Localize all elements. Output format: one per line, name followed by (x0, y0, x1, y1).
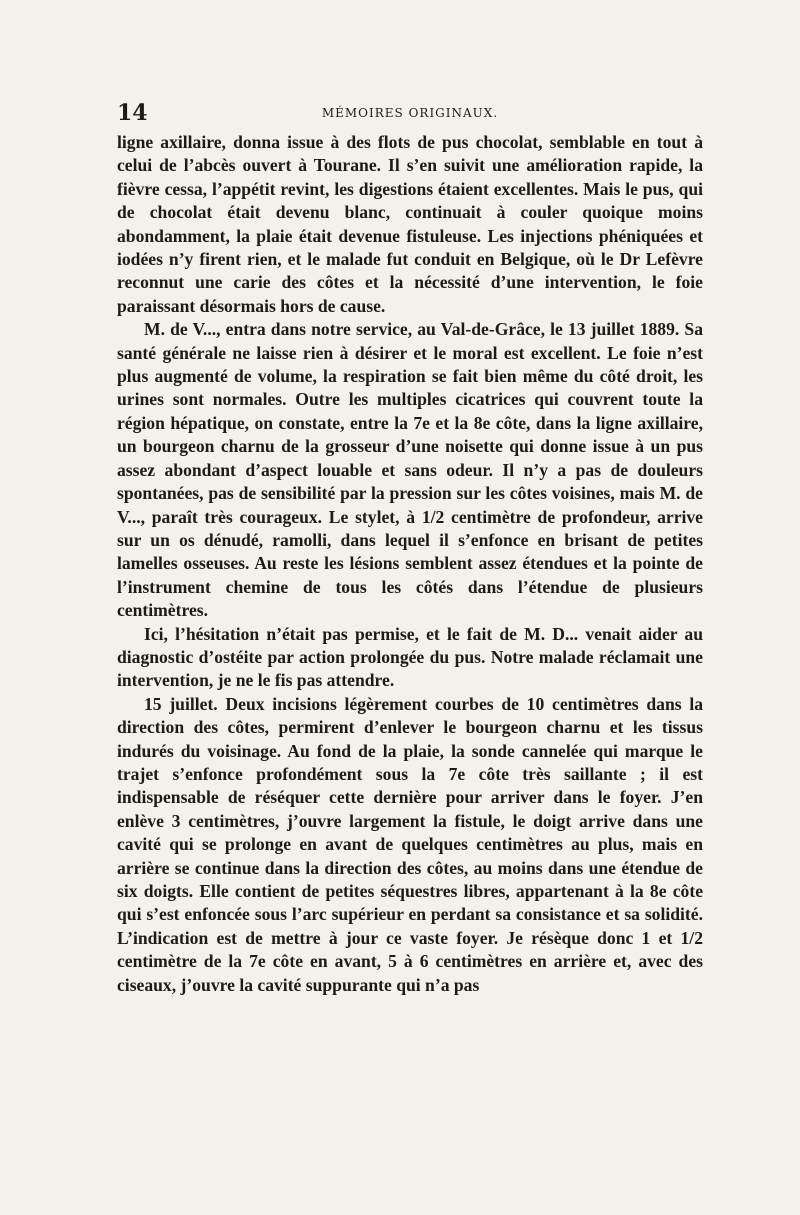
page-number: 14 (117, 100, 148, 126)
paragraph-2: M. de V..., entra dans notre service, au Val-de-Grâce, le 13 juillet 1889. Sa santé générale ne laisse rien à désirer et le moral est excellent. Le foie n’est plus augmenté de volume, la respiration se fait bien même du côté droit, les urines sont normales. Outre les multiples cicatrices qui couvrent toute la région hépatique, on constate, entre la 7e et la 8e côte, dans la ligne axillaire, un bourgeon charnu de la grosseur d’une noisette qui donne issue à un pus assez abondant d’aspect louable et sans odeur. Il n’y a pas de douleurs spontanées, pas de sensibilité par la pression sur les côtes voisines, mais M. de V..., paraît très courageux. Le stylet, à 1/2 centimètre de profondeur, arrive sur un os dénudé, ramolli, dans lequel il s’enfonce en brisant de petites lamelles osseuses. Au reste les lésions semblent assez étendues et la pointe de l’instrument chemine de tous les côtés dans l’étendue de plusieurs centimètres. (117, 319, 703, 621)
body-text (117, 131, 703, 997)
running-head (117, 101, 703, 125)
paragraph-1: ligne axillaire, donna issue à des flots de pus chocolat, semblable en tout à celui de l’abcès ouvert à Tourane. Il s’en suivit une amélioration rapide, la fièvre cessa, l’appétit revint, les digestions étaient excellentes. Mais le pus, qui de chocolat était devenu blanc, continuait à couler quoique moins abondamment, la plaie était devenue fistuleuse. Les injections phéniquées et iodées n’y firent rien, et le malade fut conduit en Belgique, où le Dr Lefèvre reconnut une carie des côtes et la nécessité d’une intervention, le foie paraissant désormais hors de cause. (117, 132, 703, 316)
paragraph-3: Ici, l’hésitation n’était pas permise, et le fait de M. D... venait aider au diagnostic d’ostéite par action prolongée du pus. Notre malade réclamait une intervention, je ne le fis pas attendre. (117, 623, 703, 691)
running-title: MÉMOIRES ORIGINAUX. (321, 106, 499, 120)
paragraph-4: 15 juillet. Deux incisions légèrement courbes de 10 centimètres dans la direction des côtes, permirent d’enlever le bourgeon charnu et les tissus indurés du voisinage. Au fond de la plaie, la sonde cannelée qui marque le trajet s’enfonce profondément sous la 7e côte très saillante ; il est indispensable de réséquer cette dernière pour arriver dans le foyer. J’en enlève 3 centimètres, j’ouvre largement la fistule, le doigt arrive dans une cavité qui se prolonge en avant de quelques centimètres au plus, mais en arrière se continue dans la direction des côtes, au moins dans une étendue de six doigts. Elle contient de petites séquestres libres, appartenant à la 8e côte qui s’est enfoncée sous l’arc supérieur en perdant sa consistance et sa solidité. L’indication est de mettre à jour ce vaste foyer. Je résèque donc 1 et 1/2 centimètre de la 7e côte en avant, 5 à 6 centimètres en arrière et, avec des ciseaux, j’ouvre la cavité suppurante qui n’a pas (117, 693, 703, 995)
